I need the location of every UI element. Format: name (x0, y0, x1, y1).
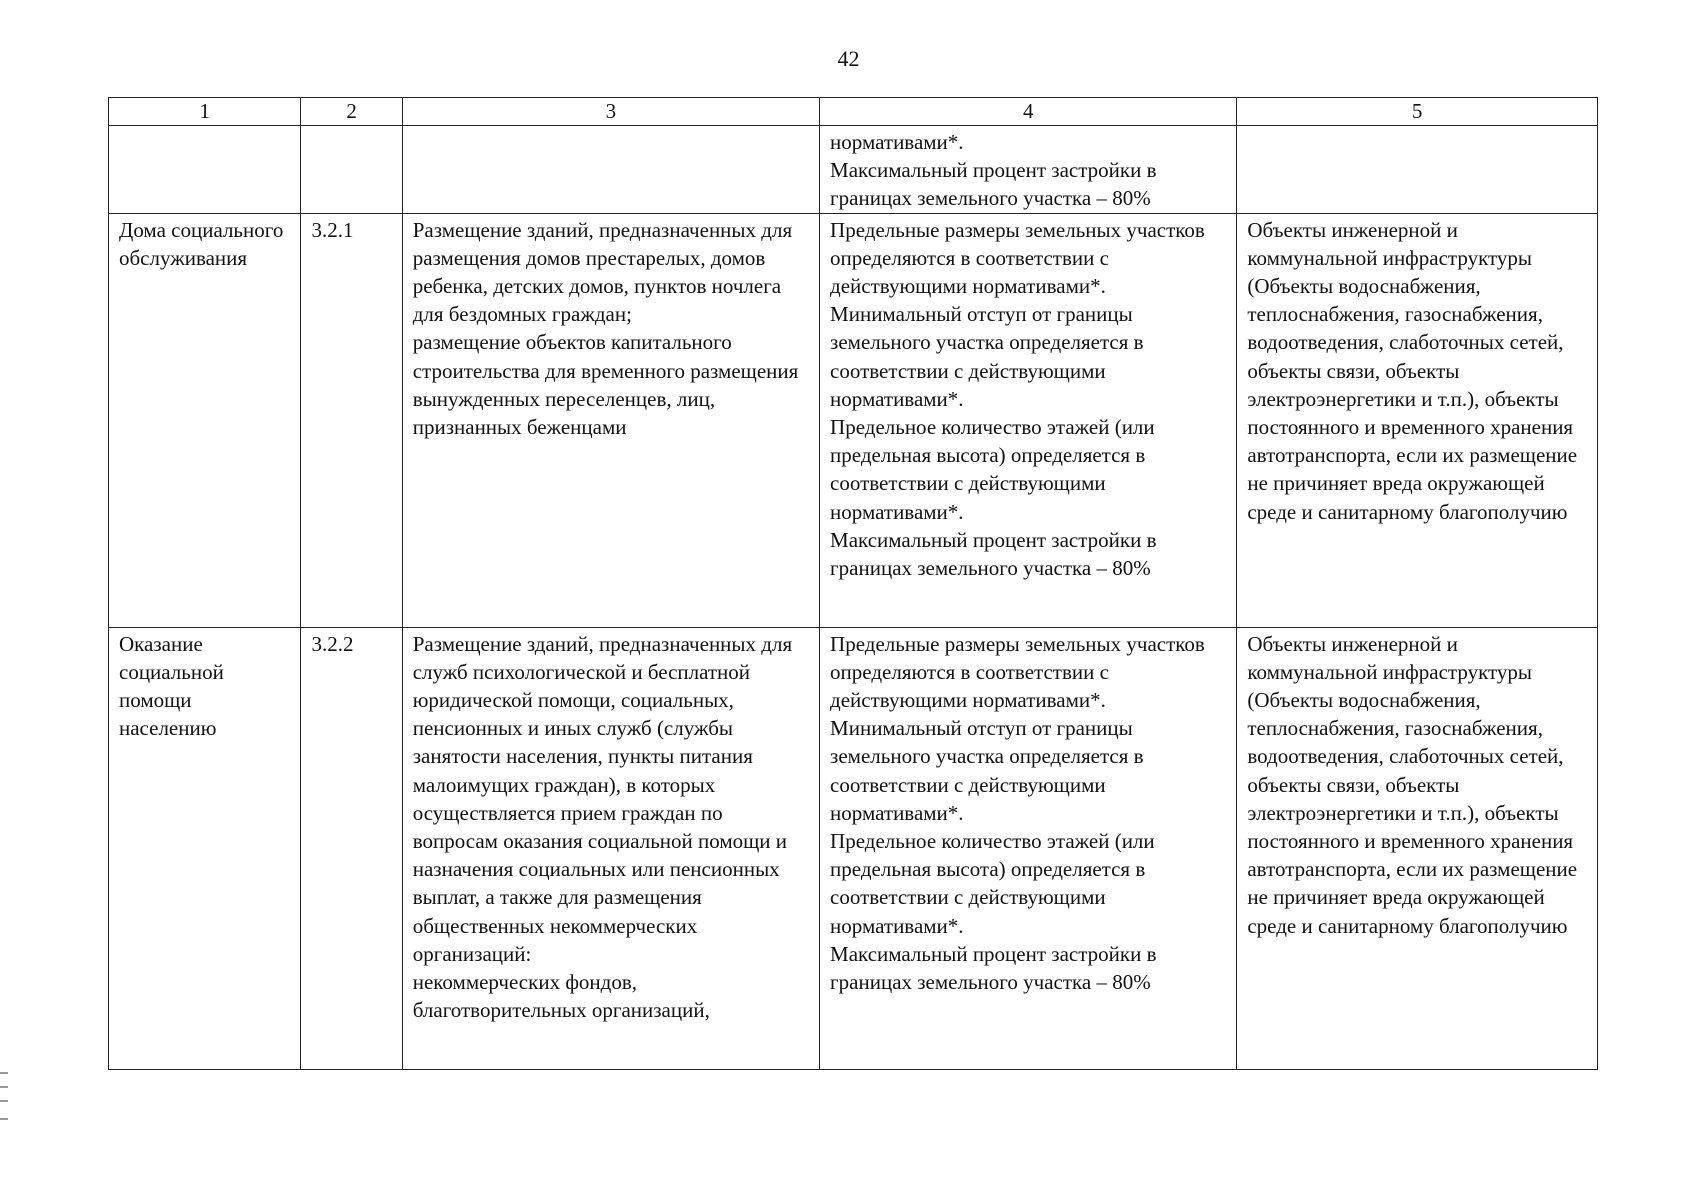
use-code-cell: 3.2.2 (301, 627, 402, 1069)
parameters-cell: Предельные размеры земельных участков определяются в соответствии с действующими нормативами*. Минимальный отступ от границы земельного участка определяется в соответствии с действующими нормативами*. Предельное количество этажей (или предельная высота) определяется в соответствии с действующими нормативами*. Максимальный процент застройки в границах земельного участка – 80% (820, 627, 1237, 1069)
use-description-cell: Размещение зданий, предназначенных для служб психологической и бесплатной юридической помощи, социальных, пенсионных и иных служб (службы занятости населения, пункты питания малоимущих граждан), в которых осуществляется прием граждан по вопросам оказания социальной помощи и назначения социальных или пенсионных выплат, а также для размещения общественных некоммерческих организаций: некоммерческих фондов, благотворительных организаций, (402, 627, 819, 1069)
auxiliary-uses-cell: Объекты инженерной и коммунальной инфраструктуры (Объекты водоснабжения, теплоснабжения, газоснабжения, водоотведения, слаботочных сетей, объекты связи, объекты электроэнергетики и т.п.), объекты постоянного и временного хранения автотранспорта, если их размещение не причиняет вреда окружающей среде и санитарному благополучию (1237, 627, 1598, 1069)
use-code-cell: 3.2.1 (301, 213, 402, 627)
use-description-cell (402, 126, 819, 214)
use-code-cell (301, 126, 402, 214)
use-name-cell: Оказание социальной помощи населению (109, 627, 301, 1069)
table-row-continuation (109, 126, 1598, 214)
use-name-cell (109, 126, 301, 214)
table-header-row (109, 98, 1598, 126)
parameters-cell: нормативами*. Максимальный процент застройки в границах земельного участка – 80% (820, 126, 1237, 214)
land-use-table (108, 97, 1598, 1070)
column-number-5: 5 (1237, 98, 1598, 126)
table-row (109, 213, 1598, 627)
table-row (109, 627, 1598, 1069)
use-description-cell: Размещение зданий, предназначенных для размещения домов престарелых, домов ребенка, детских домов, пунктов ночлега для бездомных граждан; размещение объектов капитального строительства для временного размещения вынужденных переселенцев, лиц, признанных беженцами (402, 213, 819, 627)
column-number-2: 2 (301, 98, 402, 126)
column-number-4: 4 (820, 98, 1237, 126)
use-name-cell: Дома социального обслуживания (109, 213, 301, 627)
column-number-1: 1 (109, 98, 301, 126)
parameters-cell: Предельные размеры земельных участков определяются в соответствии с действующими нормативами*. Минимальный отступ от границы земельного участка определяется в соответствии с действующими нормативами*. Предельное количество этажей (или предельная высота) определяется в соответствии с действующими нормативами*. Максимальный процент застройки в границах земельного участка – 80% (820, 213, 1237, 627)
auxiliary-uses-cell: Объекты инженерной и коммунальной инфраструктуры (Объекты водоснабжения, теплоснабжения, газоснабжения, водоотведения, слаботочных сетей, объекты связи, объекты электроэнергетики и т.п.), объекты постоянного и временного хранения автотранспорта, если их размещение не причиняет вреда окружающей среде и санитарному благополучию (1237, 213, 1598, 627)
scan-edge-mark (0, 1072, 8, 1120)
auxiliary-uses-cell (1237, 126, 1598, 214)
column-number-3: 3 (402, 98, 819, 126)
page-number: 42 (837, 46, 860, 71)
